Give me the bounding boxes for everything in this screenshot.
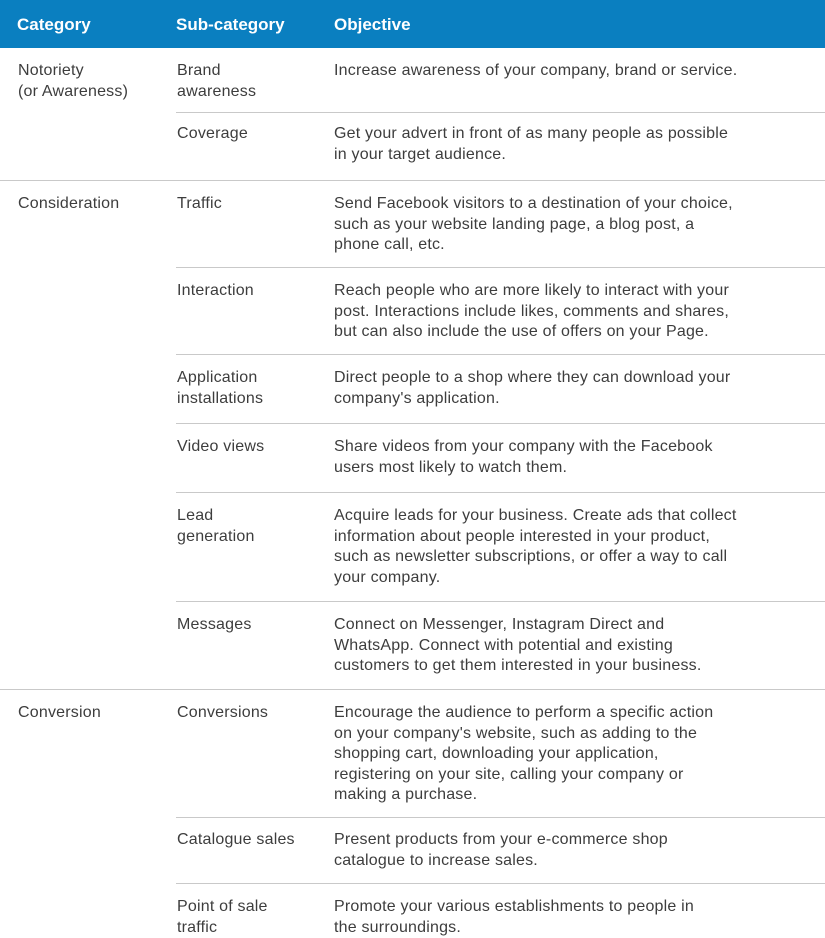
subcategory-messages: Messages: [177, 616, 252, 633]
header-category: Category: [17, 15, 91, 34]
objective-messages: Connect on Messenger, Instagram Direct and WhatsApp. Connect with potential and existing customers to get them interested in your business.: [334, 616, 702, 674]
subcategory-point-of-sale-traffic: Point of sale traffic: [177, 898, 268, 936]
subcategory-coverage: Coverage: [177, 125, 248, 142]
row-divider: [176, 112, 825, 113]
category-notoriety: Notoriety (or Awareness): [18, 62, 129, 100]
category-divider: [0, 180, 825, 181]
category-conversion: Conversion: [18, 704, 101, 721]
objective-brand-awareness: Increase awareness of your company, brand or service.: [334, 62, 738, 79]
subcategory-conversions: Conversions: [177, 704, 269, 721]
row-divider: [176, 492, 825, 493]
row-divider: [176, 423, 825, 424]
header-objective: Objective: [334, 15, 411, 34]
objective-point-of-sale-traffic: Promote your various establishments to people in the surroundings.: [334, 898, 695, 936]
row-divider: [176, 601, 825, 602]
subcategory-lead-generation: Lead generation: [177, 507, 255, 545]
subcategory-video-views: Video views: [177, 438, 265, 455]
objective-application-installations: Direct people to a shop where they can download your company's application.: [334, 369, 731, 407]
subcategory-catalogue-sales: Catalogue sales: [177, 831, 295, 848]
row-divider: [176, 817, 825, 818]
category-divider: [0, 689, 825, 690]
header-subcategory: Sub-category: [176, 15, 285, 34]
objective-lead-generation: Acquire leads for your business. Create ads that collect information about people interested in your product, such as newsletter subscriptions, or offer a way to call your company.: [334, 507, 737, 586]
objective-catalogue-sales: Present products from your e-commerce shop catalogue to increase sales.: [334, 831, 668, 869]
subcategory-application-installations: Application installations: [177, 369, 264, 407]
row-divider: [176, 883, 825, 884]
subcategory-interaction: Interaction: [177, 282, 254, 299]
objective-conversions: Encourage the audience to perform a specific action on your company's website, such as adding to the shopping cart, downloading your application, registering on your site, calling your company or making a purchase.: [334, 704, 714, 803]
objective-coverage: Get your advert in front of as many people as possible in your target audience.: [334, 125, 729, 163]
row-divider: [176, 267, 825, 268]
category-consideration: Consideration: [18, 195, 120, 212]
subcategory-traffic: Traffic: [177, 195, 222, 212]
objective-traffic: Send Facebook visitors to a destination of your choice, such as your website landing page, a blog post, a phone call, etc.: [334, 195, 733, 253]
row-divider: [176, 354, 825, 355]
objective-video-views: Share videos from your company with the Facebook users most likely to watch them.: [334, 438, 713, 476]
subcategory-brand-awareness: Brand awareness: [177, 62, 257, 100]
objective-interaction: Reach people who are more likely to interact with your post. Interactions include likes, comments and shares, but can also include the use of offers on your Page.: [334, 282, 729, 340]
table-header: [0, 0, 825, 48]
